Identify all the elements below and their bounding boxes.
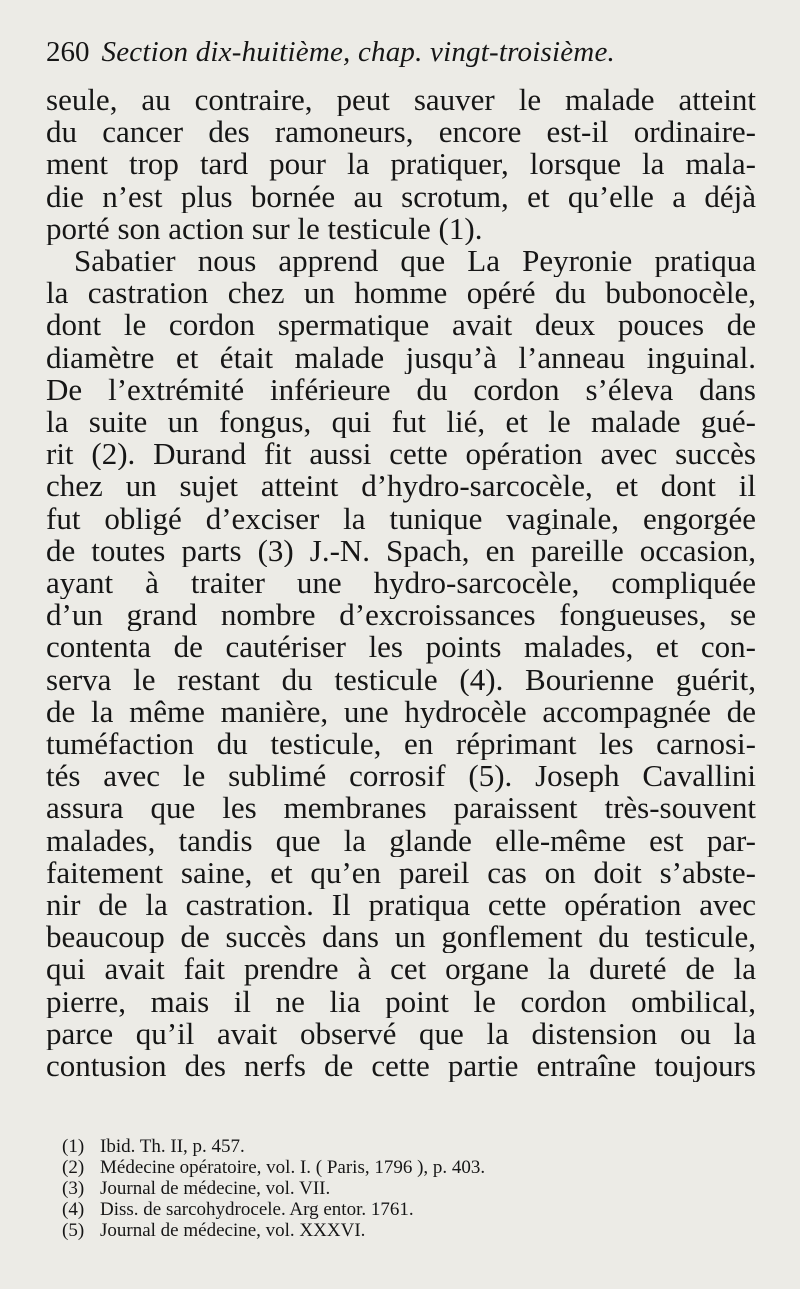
text-line: rit (2). Durand fit aussi cette opération avec succès [46,438,756,471]
text-line: chez un sujet atteint d’hydro-sarcocèle, et dont il [46,470,756,503]
footnote-number: (5) [62,1220,85,1241]
text-line: pierre, mais il ne lia point le cordon ombilical, [46,985,756,1018]
text-line: qui avait fait prendre à cet organe la dureté de la [46,953,756,986]
footnote-text: Diss. de sarcohydrocele. Arg entor. 1761. [100,1199,414,1220]
text-line: la castration chez un homme opéré du bubonocèle, [46,277,756,310]
text-line: porté son action sur le testicule (1). [46,212,483,246]
text-line: fut obligé d’exciser la tunique vaginale, engorgée [46,502,756,535]
text-line: beaucoup de succès dans un gonflement du testicule, [46,921,756,954]
text-line: contusion des nerfs de cette partie entraîne toujours [46,1050,756,1083]
text-line: tuméfaction du testicule, en réprimant les carnosi- [46,728,756,761]
footnote-number: (3) [62,1178,85,1199]
footnote [62,1157,762,1178]
text-line: faitement saine, et qu’en pareil cas on doit s’abste- [46,856,756,890]
text-line: de la même manière, une hydrocèle accompagnée de [46,695,756,729]
footnote-number: (1) [62,1136,85,1157]
footnote [62,1178,762,1199]
text-line: Sabatier nous apprend que La Peyronie pratiqua [74,245,756,278]
page-header [46,38,756,84]
text-line: de toutes parts (3) J.-N. Spach, en pareille occasion, [46,534,756,568]
footnote-text: Ibid. Th. II, p. 457. [100,1136,245,1157]
text-line: diamètre et était malade jusqu’à l’anneau inguinal. [46,341,756,374]
text-line: serva le restant du testicule (4). Bourienne guérit, [46,663,756,696]
text-line: parce qu’il avait observé que la distension ou la [46,1017,756,1051]
footnote [62,1220,762,1241]
body-text [46,84,756,1082]
text-line: tés avec le sublimé corrosif (5). Joseph Cavallini [46,760,756,793]
footnote-number: (2) [62,1157,85,1178]
footnote-text: Journal de médecine, vol. XXXVI. [100,1220,366,1241]
text-line: d’un grand nombre d’excroissances fongueuses, se [46,599,756,632]
text-line: la suite un fongus, qui fut lié, et le malade gué- [46,406,756,439]
running-head: Section dix-huitième, chap. vingt-troisième. [101,36,615,68]
footnote-number: (4) [62,1199,85,1220]
text-line: die n’est plus bornée au scrotum, et qu’elle a déjà [46,180,756,213]
text-line: seule, au contraire, peut sauver le malade atteint [46,84,756,117]
text-line: du cancer des ramoneurs, encore est-il ordinaire- [46,116,756,149]
footnote [62,1136,762,1157]
footnotes [62,1136,762,1241]
text-line: assura que les membranes paraissent très-souvent [46,792,756,825]
page-number: 260 [46,36,90,68]
text-line: De l’extrémité inférieure du cordon s’éleva dans [46,373,756,407]
footnote-text: Journal de médecine, vol. VII. [100,1178,331,1199]
text-line: malades, tandis que la glande elle-même est par- [46,824,756,857]
text-line: ayant à traiter une hydro-sarcocèle, compliquée [46,567,756,600]
text-line: nir de la castration. Il pratiqua cette opération avec [46,889,756,922]
text-line: ment trop tard pour la pratiquer, lorsque la mala- [46,148,756,181]
footnote [62,1199,762,1220]
text-line: contenta de cautériser les points malades, et con- [46,631,756,664]
text-line: dont le cordon spermatique avait deux pouces de [46,309,756,342]
footnote-text: Médecine opératoire, vol. I. ( Paris, 1796 ), p. 403. [100,1157,486,1178]
